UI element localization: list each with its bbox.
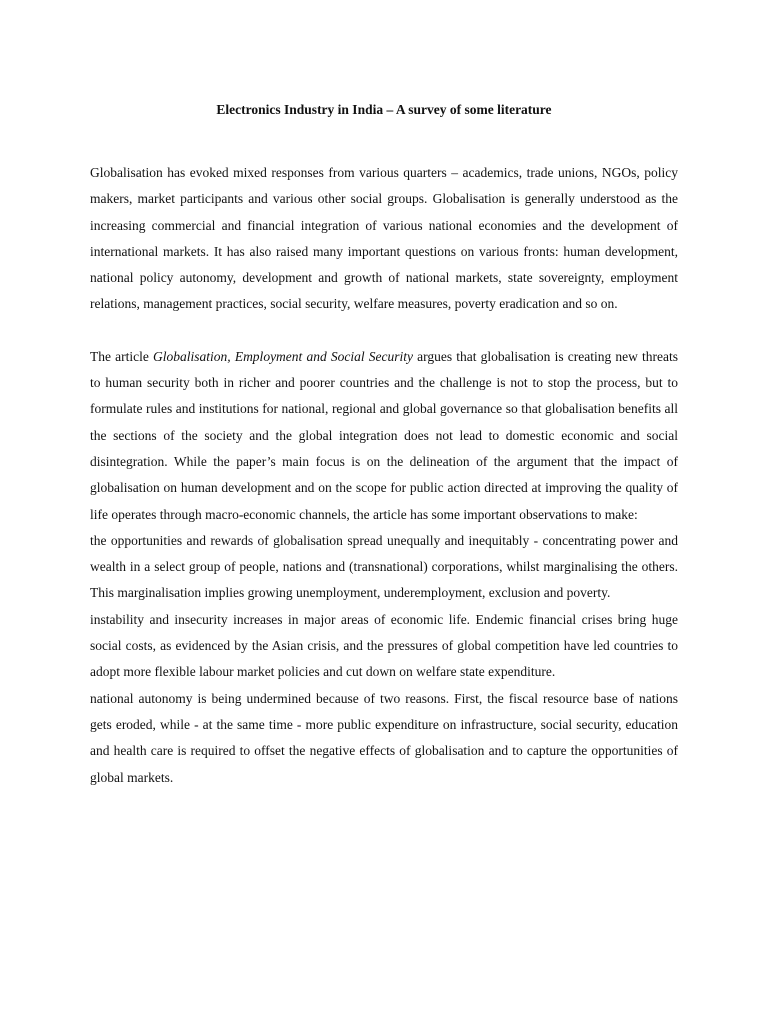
document-body xyxy=(90,160,678,791)
article-title-italic: Globalisation, Employment and Social Security xyxy=(153,348,413,364)
paragraph-intro: Globalisation has evoked mixed responses from various quarters – academics, trade unions, NGOs, policy makers, market participants and various other social groups. Globalisation is generally understood as the increasing commercial and financial integration of various national economies and the development of international markets. It has also raised many important questions on various fronts: human development, national policy autonomy, development and growth of national markets, state sovereignty, employment relations, management practices, social security, welfare measures, poverty eradication and so on. xyxy=(90,165,678,312)
observation-instability: instability and insecurity increases in major areas of economic life. Endemic financial crises bring huge social costs, as evidenced by the Asian crisis, and the pressures of global competition have led countries to adopt more flexible labour market policies and cut down on welfare state expenditure. xyxy=(90,611,678,680)
observation-autonomy: national autonomy is being undermined because of two reasons. First, the fiscal resource base of nations gets eroded, while - at the same time - more public expenditure on infrastructure, social security, education and health care is required to offset the negative effects of globalisation and to capture the opportunities of global markets. xyxy=(90,690,678,785)
observation-inequality: the opportunities and rewards of globalisation spread unequally and inequitably - concentrating power and wealth in a select group of people, nations and (transnational) corporations, whilst marginalising the others. This marginalisation implies growing unemployment, underemployment, exclusion and poverty. xyxy=(90,532,678,601)
document-title: Electronics Industry in India – A survey of some literature xyxy=(216,102,552,117)
paragraph-article-lead: The article xyxy=(90,348,154,364)
paragraph-article-rest: argues that globalisation is creating new threats to human security both in richer and poorer countries and the challenge is not to stop the process, but to formulate rules and institutions for national, regional and global governance so that globalisation benefits all the sections of the society and the global integration does not lead to domestic economic and social disintegration. While the paper’s main focus is on the delineation of the argument that the impact of globalisation on human development and on the scope for public action directed at improving the quality of life operates through macro-economic channels, the article has some important observations to make: xyxy=(90,348,678,522)
paragraph-article xyxy=(90,344,678,528)
paragraph-spacer xyxy=(90,318,678,344)
